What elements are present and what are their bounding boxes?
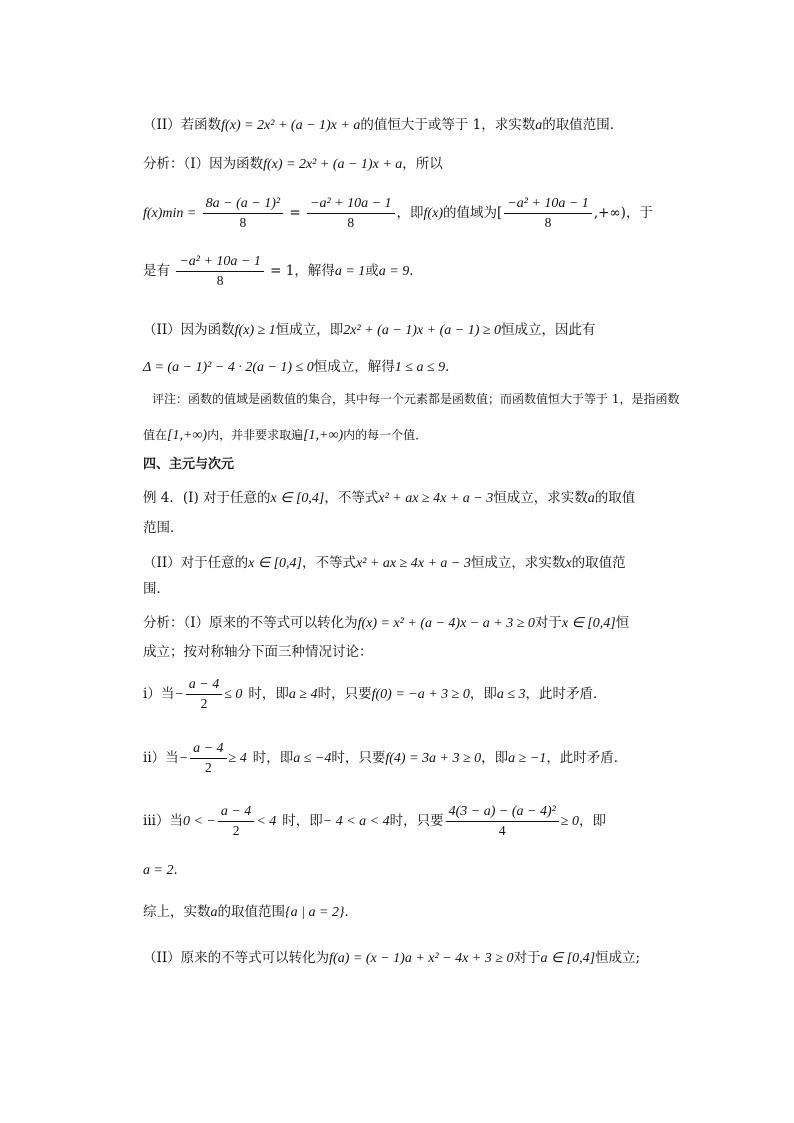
text: （II）原来的不等式可以转化为 — [143, 950, 330, 966]
text: 时，即 — [282, 813, 323, 829]
text: 四、主元与次元 — [143, 457, 235, 472]
text: ，解得 — [294, 263, 335, 279]
text: ，此时矛盾． — [546, 750, 628, 766]
solution: 1 ≤ a ≤ 9 — [394, 360, 446, 375]
solution-set: {a | a = 2} — [285, 905, 345, 920]
section-heading — [143, 453, 234, 472]
text: 的取值范 — [571, 555, 626, 571]
denominator: 2 — [204, 760, 212, 775]
text: 恒成立，求实数 — [470, 555, 566, 571]
bracket: [ — [496, 205, 503, 221]
summary-line — [143, 900, 358, 921]
interval: [1,+∞) — [167, 428, 208, 443]
text: ． — [344, 904, 358, 920]
denominator: 8 — [216, 273, 224, 288]
denominator: 2 — [232, 823, 240, 838]
inequality: Δ = (a − 1)² − 4 · 2(a − 1) ≤ 0 — [143, 360, 314, 375]
part-ii-question — [143, 113, 623, 134]
condition: f(0) = −a + 3 ≥ 0 — [371, 687, 470, 702]
denominator: 2 — [200, 696, 208, 711]
text: 对于 — [513, 950, 541, 966]
fraction — [176, 254, 264, 289]
text: ，即 — [469, 686, 497, 702]
solution: a = 1 — [334, 264, 366, 279]
text: 范围． — [143, 520, 184, 536]
text: 时，只要 — [331, 750, 386, 766]
text: （II）对于任意的 — [143, 555, 249, 571]
text: （II）因为函数 — [143, 322, 235, 338]
case-ii — [143, 741, 627, 776]
function-symbol: f(x) — [423, 206, 443, 221]
comment-line — [143, 426, 427, 444]
min-label: f(x)min = — [143, 206, 197, 221]
inequality: 0 < − — [182, 814, 216, 829]
text: iii）当 — [143, 813, 183, 829]
text: 内，并非要求取遍 — [207, 428, 304, 442]
domain: x ∈ [0,4] — [270, 491, 325, 506]
denominator: 4 — [498, 823, 506, 838]
text: ，即 — [578, 813, 606, 829]
text: 值在 — [143, 428, 168, 442]
denominator: 8 — [239, 215, 247, 230]
condition: f(x) ≥ 1 — [234, 323, 276, 338]
text: ． — [445, 359, 459, 375]
text: ii）当 — [143, 750, 179, 766]
condition: f(4) = 3a + 3 ≥ 0 — [385, 751, 482, 766]
inequality: x² + ax ≥ 4x + a − 3 — [355, 556, 471, 571]
inequality: 2x² + (a − 1)x + (a − 1) ≥ 0 — [343, 323, 502, 338]
text: 恒成立; — [595, 950, 641, 966]
part-ii-analysis — [143, 318, 596, 339]
text: 恒成立，即 — [275, 322, 344, 338]
condition: a ≤ 3 — [496, 687, 526, 702]
text: ． — [409, 263, 423, 279]
text-line — [143, 516, 184, 536]
case-i — [143, 677, 607, 712]
text: 时，即 — [248, 686, 289, 702]
text: 恒成立，求实数 — [493, 490, 588, 506]
text: ，于 — [625, 205, 653, 221]
text: 评注：函数的值域是函数值的集合，其中每一个元素都是函数值；而函数值恒大于等于 1，是指函数 — [152, 392, 680, 406]
text: 例 4．(I) 对于任意的 — [143, 490, 271, 506]
text: ，即 — [396, 205, 424, 221]
fraction — [504, 196, 592, 231]
result-line — [143, 858, 187, 879]
text: 对于 — [534, 615, 562, 631]
text: （II）若函数 — [143, 117, 222, 133]
bracket: ,+∞) — [593, 205, 626, 221]
numerator: 4(3 − a) − (a − 4)² — [446, 804, 559, 822]
text: 的取值 — [594, 490, 636, 506]
text: 或 — [365, 263, 379, 279]
text: 恒 — [615, 615, 630, 631]
equals-sign: = 1 — [270, 263, 295, 279]
text: 时，只要 — [389, 813, 444, 829]
text: ，此时矛盾． — [525, 686, 607, 702]
text: 恒成立，解得 — [313, 359, 395, 375]
fraction — [203, 196, 283, 231]
variable: x — [565, 556, 572, 571]
text: ． — [173, 862, 187, 878]
solution: a = 9 — [378, 264, 410, 279]
text: 是有 — [143, 263, 170, 279]
denominator: 8 — [347, 215, 355, 230]
text-line — [143, 577, 170, 597]
numerator: −a² + 10a − 1 — [504, 196, 592, 214]
solve-line — [143, 254, 423, 289]
text: 的值域为 — [442, 205, 497, 221]
inequality: ≤ 0 — [224, 687, 243, 702]
text: 内的每一个值． — [343, 428, 428, 442]
inequality: ≥ 0 — [560, 814, 579, 829]
text: 分析：（I）因为函数 — [143, 156, 264, 172]
text: 恒成立，因此有 — [501, 322, 596, 338]
denominator: 8 — [544, 215, 552, 230]
numerator: a − 4 — [190, 741, 226, 759]
case-iii — [143, 804, 606, 839]
numerator: a − 4 — [186, 677, 222, 695]
function-formula: f(x) = 2x² + (a − 1)x + a — [221, 118, 361, 133]
numerator: 8a − (a − 1)² — [203, 196, 283, 214]
text: 时，只要 — [317, 686, 372, 702]
equals-sign: = — [289, 205, 301, 221]
text: 的取值范围． — [542, 117, 624, 133]
numerator: −a² + 10a − 1 — [307, 196, 395, 214]
text: ，所以 — [402, 156, 443, 172]
analysis-line — [143, 152, 443, 173]
fraction — [307, 196, 395, 231]
function-formula: f(x) = x² + (a − 4)x − a + 3 ≥ 0 — [357, 616, 535, 631]
minus-sign: − — [178, 751, 189, 766]
domain: a ∈ [0,4] — [540, 951, 596, 966]
condition: a ≥ −1 — [508, 751, 547, 766]
variable: a — [210, 905, 218, 920]
minimum-derivation — [143, 196, 653, 231]
text: 的取值范围 — [217, 904, 285, 920]
example-4-part-ii — [143, 551, 626, 572]
minus-sign: − — [174, 687, 184, 702]
text: ，即 — [481, 750, 509, 766]
inequality: ≥ 4 — [228, 751, 247, 766]
text: 围． — [143, 581, 170, 597]
numerator: a − 4 — [218, 804, 254, 822]
solution: a = 2 — [143, 863, 174, 878]
condition: a ≤ −4 — [293, 751, 332, 766]
analysis-line — [143, 611, 629, 632]
text: 综上，实数 — [143, 904, 211, 920]
comment-line — [152, 390, 679, 407]
inequality: x² + ax ≥ 4x + a − 3 — [378, 491, 494, 506]
interval: [1,+∞) — [303, 428, 344, 443]
text: 分析：（I）原来的不等式可以转化为 — [143, 615, 358, 631]
domain: x ∈ [0,4] — [561, 616, 616, 631]
fraction — [218, 804, 254, 839]
fraction — [186, 677, 222, 712]
example-4-part-i — [143, 486, 635, 507]
inequality: < 4 — [256, 814, 277, 829]
function-formula: f(x) = 2x² + (a − 1)x + a — [263, 157, 403, 172]
fraction — [446, 804, 559, 839]
variable: a — [535, 118, 543, 133]
numerator: −a² + 10a − 1 — [176, 254, 264, 272]
text: 成立；按对称轴分下面三种情况讨论： — [143, 644, 373, 660]
text: 时，即 — [252, 750, 294, 766]
condition: a ≥ 4 — [288, 687, 318, 702]
fraction — [190, 741, 226, 776]
domain: x ∈ [0,4] — [248, 556, 302, 571]
function-formula: f(a) = (x − 1)a + x² − 4x + 3 ≥ 0 — [329, 951, 514, 966]
text: ，不等式 — [324, 490, 379, 506]
text-line — [143, 640, 373, 660]
text: i）当 — [143, 686, 175, 702]
condition: − 4 < a < 4 — [322, 814, 390, 829]
variable: a — [587, 491, 595, 506]
discriminant-line — [143, 355, 459, 376]
part-ii-analysis — [143, 946, 640, 967]
text: 的值恒大于或等于 1，求实数 — [360, 117, 536, 133]
text: ，不等式 — [301, 555, 356, 571]
